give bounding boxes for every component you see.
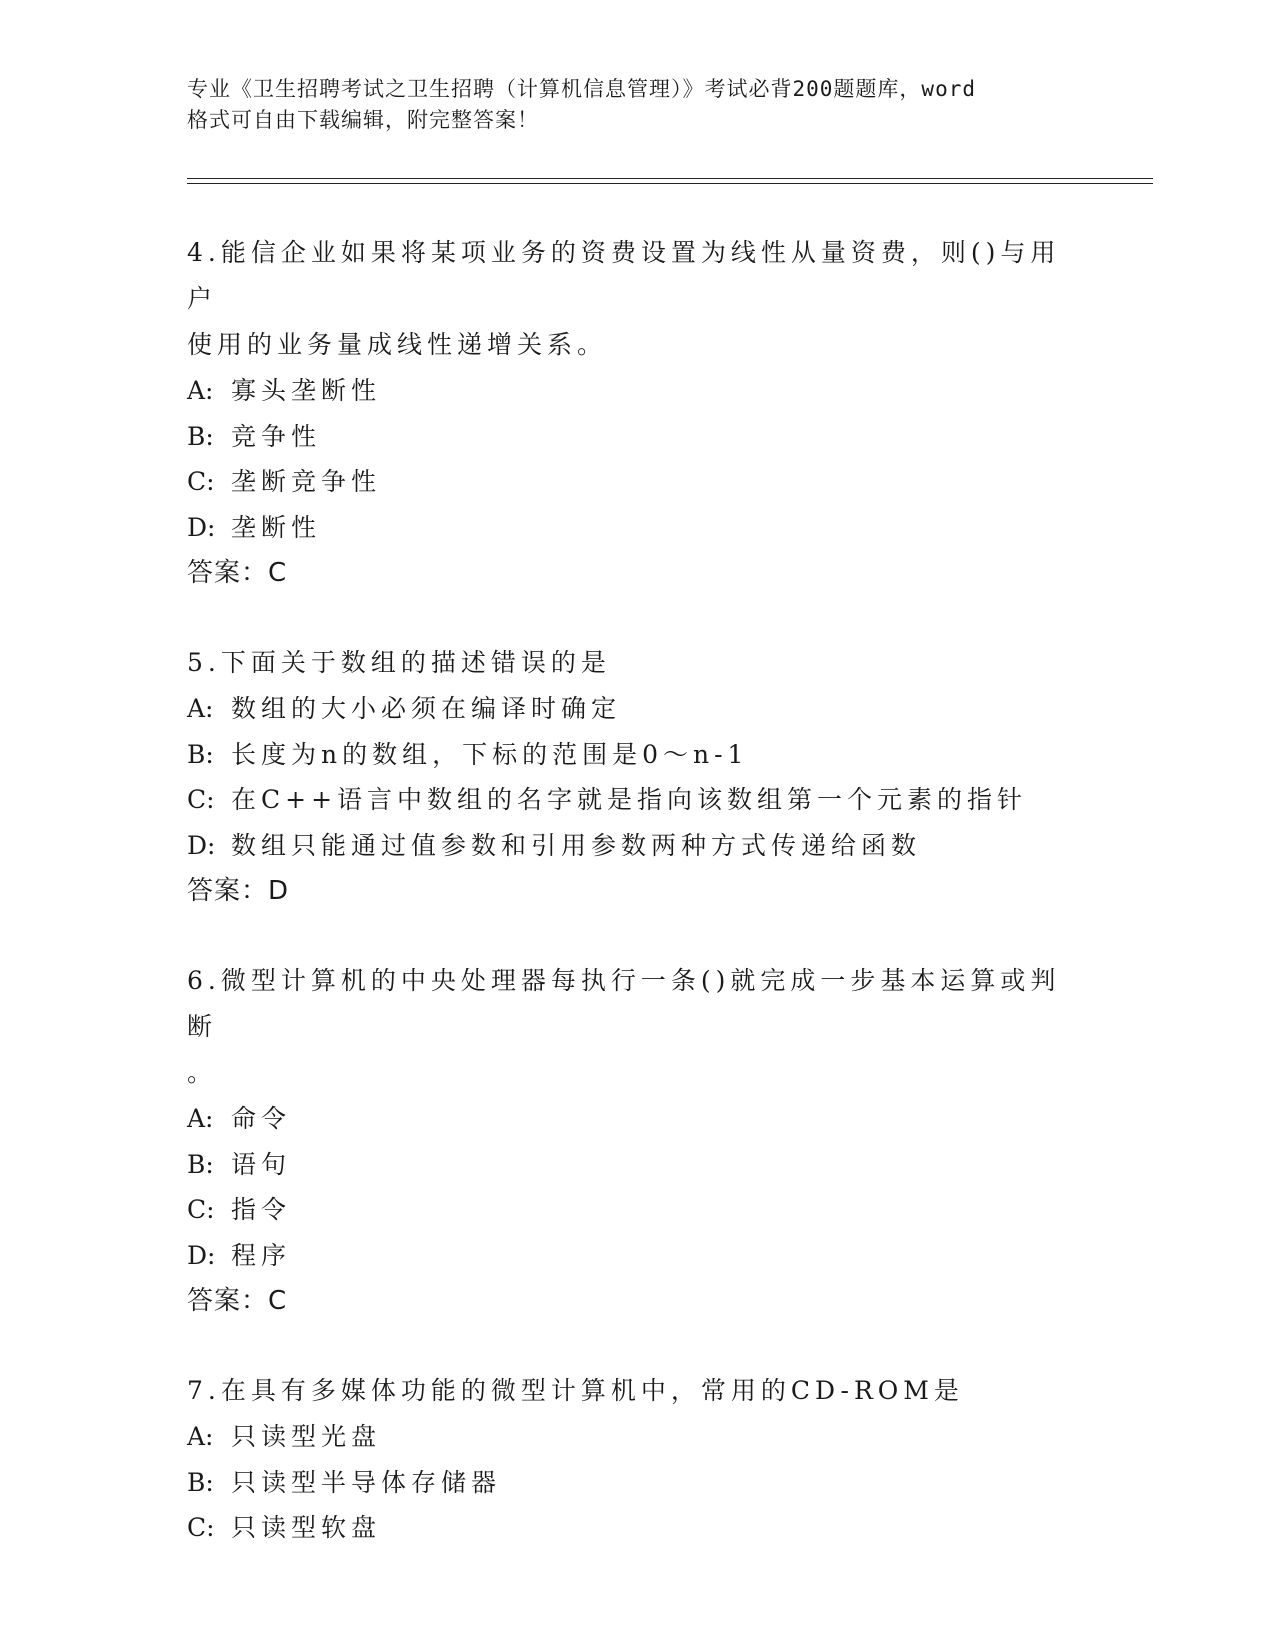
answer-option <box>187 732 1087 778</box>
option-text: 命令 <box>231 1104 292 1133</box>
question-list <box>187 230 1087 1595</box>
option-text: 数组只能通过值参数和引用参数两种方式传递给函数 <box>231 830 922 860</box>
answer-option <box>187 823 1087 869</box>
option-text: 竞争性 <box>231 421 322 451</box>
answer-line <box>187 550 1087 596</box>
option-text: 垄断性 <box>231 512 322 542</box>
answer-option <box>187 459 1087 505</box>
answer-label: 答案： <box>187 1286 269 1316</box>
answer-label: 答案： <box>187 876 269 906</box>
answer-line <box>187 1278 1087 1324</box>
option-letter: C: <box>187 785 215 814</box>
question-block <box>187 958 1087 1324</box>
option-text: 数组的大小必须在编译时确定 <box>231 694 622 723</box>
option-letter: D: <box>187 1240 216 1270</box>
answer-option <box>187 414 1087 460</box>
answer-option <box>187 1460 1087 1506</box>
question-stem-line: 6.微型计算机的中央处理器每执行一条()就完成一步基本运算或判断 <box>187 966 1061 1041</box>
answer-option <box>187 1414 1087 1460</box>
answer-value: C <box>268 558 288 588</box>
header-line-2: 格式可自由下载编辑，附完整答案！ <box>187 108 539 132</box>
option-text: 指令 <box>231 1195 292 1224</box>
option-letter: C: <box>187 467 215 496</box>
option-text: 只读型半导体存储器 <box>231 1467 502 1497</box>
question-block <box>187 1368 1087 1551</box>
option-letter: B: <box>187 1467 214 1497</box>
question-block <box>187 230 1087 596</box>
header-line-1: 专业《卫生招聘考试之卫生招聘（计算机信息管理）》考试必背200题题库，word <box>187 77 976 101</box>
option-text: 寡头垄断性 <box>231 376 382 405</box>
answer-option <box>187 686 1087 732</box>
answer-line <box>187 868 1087 914</box>
option-text: 只读型光盘 <box>231 1422 382 1451</box>
answer-label: 答案： <box>187 558 269 588</box>
option-letter: B: <box>187 1149 214 1179</box>
answer-option <box>187 1505 1087 1551</box>
question-block <box>187 640 1087 914</box>
option-letter: D: <box>187 512 216 542</box>
answer-option <box>187 368 1087 414</box>
answer-option <box>187 1142 1087 1188</box>
answer-option <box>187 505 1087 551</box>
option-letter: B: <box>187 739 214 769</box>
document-header <box>187 74 1097 136</box>
option-text: 只读型软盘 <box>231 1513 382 1542</box>
answer-value: C <box>268 1286 288 1316</box>
header-divider-bottom <box>187 183 1153 184</box>
option-text: 垄断竞争性 <box>231 467 382 496</box>
option-letter: A: <box>187 1422 214 1451</box>
question-stem-line: 使用的业务量成线性递增关系。 <box>187 330 608 359</box>
answer-option <box>187 777 1087 823</box>
question-stem-line: 4.能信企业如果将某项业务的资费设置为线性从量资费，则()与用户 <box>187 238 1061 313</box>
option-letter: C: <box>187 1195 215 1224</box>
option-letter: B: <box>187 421 214 451</box>
option-letter: A: <box>187 1104 214 1133</box>
option-letter: D: <box>187 830 216 860</box>
option-text: 长度为n的数组，下标的范围是0～n-1 <box>231 739 749 769</box>
header-divider-top <box>187 178 1153 179</box>
option-text: 在C++语言中数组的名字就是指向该数组第一个元素的指针 <box>231 785 1028 814</box>
question-stem-line: 5.下面关于数组的描述错误的是 <box>187 648 611 677</box>
question-stem-line: 。 <box>187 1058 218 1087</box>
answer-value: D <box>268 876 290 906</box>
option-letter: A: <box>187 694 214 723</box>
option-text: 程序 <box>231 1240 292 1270</box>
option-text: 语句 <box>231 1149 292 1179</box>
answer-option <box>187 1096 1087 1142</box>
option-letter: A: <box>187 376 214 405</box>
question-stem-line: 7.在具有多媒体功能的微型计算机中，常用的CD-ROM是 <box>187 1376 964 1405</box>
answer-option <box>187 1187 1087 1233</box>
option-letter: C: <box>187 1513 215 1542</box>
answer-option <box>187 1233 1087 1279</box>
